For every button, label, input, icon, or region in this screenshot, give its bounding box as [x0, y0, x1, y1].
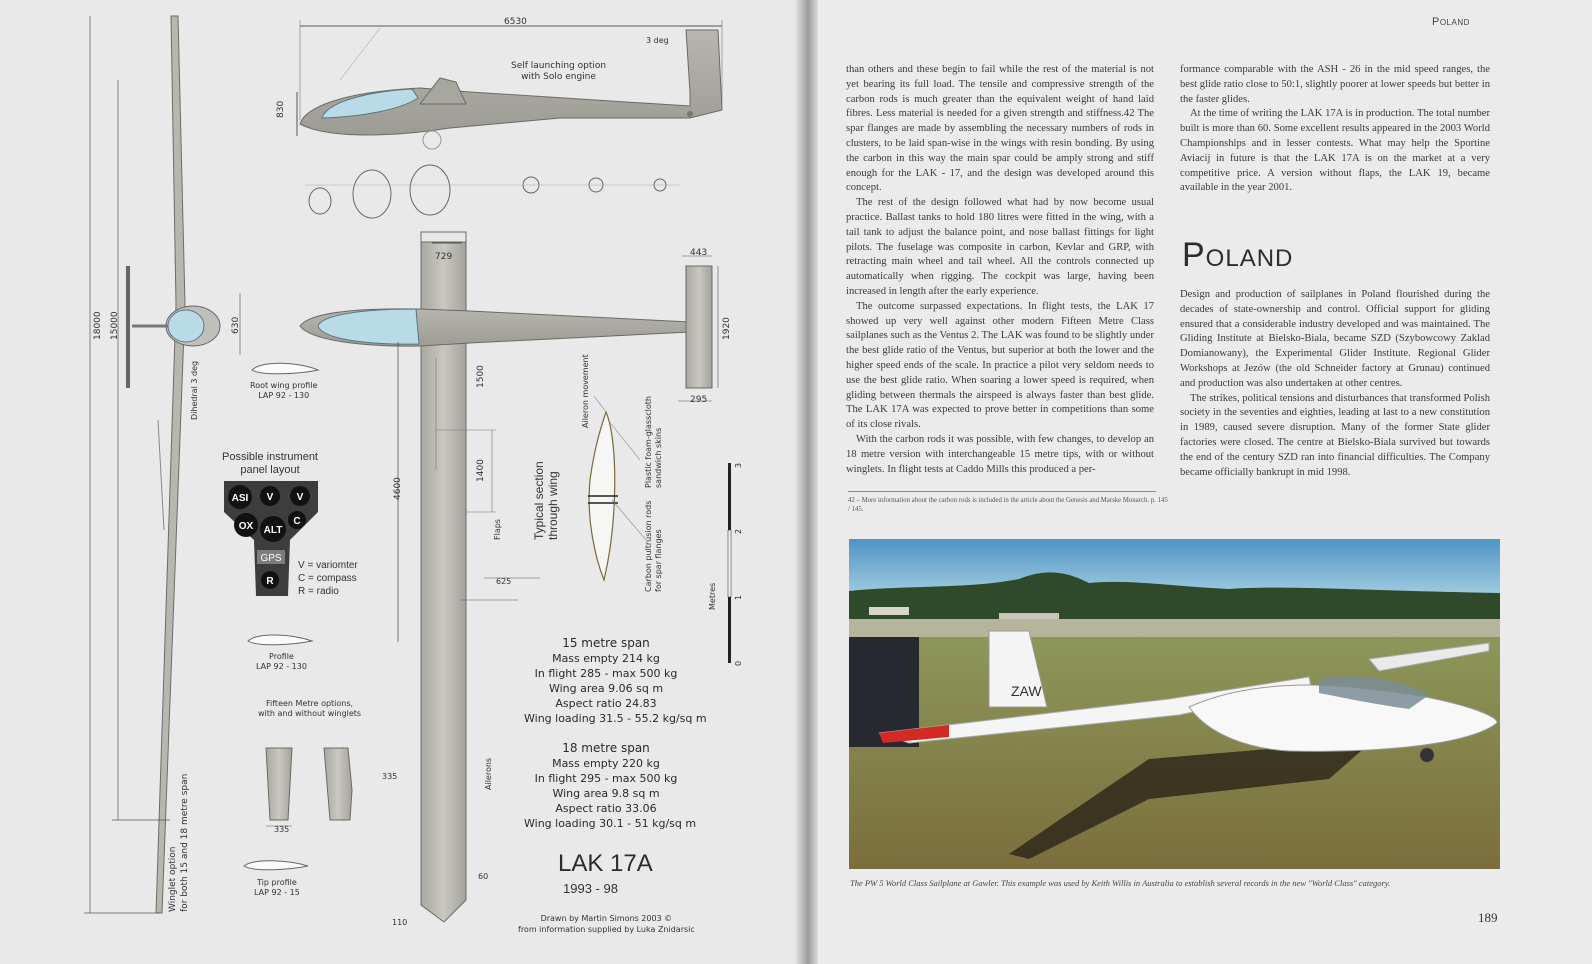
instrument-alt: ALT — [263, 525, 283, 536]
instrument-v1: V — [266, 492, 274, 503]
panel-legend: V = variomter C = compass R = radio — [298, 560, 358, 597]
dim-630: 630 — [231, 316, 241, 334]
sailplane-photo — [849, 539, 1500, 869]
dim-1920: 1920 — [722, 317, 732, 340]
dim-tail-angle: 3 deg — [646, 36, 669, 45]
column-2-bottom: Design and production of sailplanes in Poland flourished during the decades of state-ownership and control. Official support for gliding ensured that a considerable industry developed and was maintained. The Gliding Institute at Bielsko-Biala, became SZD (Szybowcowy Zaklad Domianowany), the Experimental Glider Institute. Regional Glider Workshops at Jezów (the old Schneider factory at Grunau) continued and production was also undertaken at other centres. The strikes, political tensions and disturbances that transformed Polish society in the seventies and eighties, leading at last to a new constitution in 1989, caused severe disruption. Many of the former State glider factories were closed. The centre at Bielsko-Biala survived but towards the end of the century SZD ran into financial difficulties. The Company became officially bankrupt in mid 1998. — [1180, 289, 1490, 478]
instrument-compass: C — [293, 516, 301, 527]
running-head: Poland — [1432, 16, 1470, 28]
footnote-rule — [848, 491, 1156, 492]
dihedral-note: Dihedral 3 deg — [190, 360, 199, 420]
panel-title: Possible instrument panel layout — [222, 451, 318, 476]
root-profile-label: Root wing profile LAP 92 - 130 — [250, 381, 318, 400]
typical-section-label: Typical section through wing — [532, 461, 560, 540]
section-heading: Poland — [1182, 236, 1294, 274]
dim-tail-height: 830 — [276, 100, 286, 118]
dim-335-base: 335 — [274, 825, 290, 834]
spec-15m: 15 metre span Mass empty 214 kg In flight 285 - max 500 kg Wing area 9.06 sq m Aspect ratio 24.83 Wing loading 31.5 - 55.2 kg/sq m — [524, 636, 707, 725]
dim-1400: 1400 — [476, 459, 486, 482]
dim-tip-chord-2: 60 — [478, 872, 489, 881]
dim-295: 295 — [690, 395, 708, 405]
ailerons-label: Ailerons — [484, 757, 493, 790]
foam-skins-label: Plastic foam-glasscloth sandwich skins — [644, 396, 663, 488]
page-number: 189 — [1478, 910, 1498, 925]
dim-4600: 4600 — [393, 477, 403, 500]
column-1: than others and these begin to fail while the rest of the material is not yet bearing its full load. The tensile and compressive strength of the carbon rods is much greater than the equivalent weight of hand laid fibres. Less material is needed for a given strength and stiffness.42 The spar flanges are made by assembling the necessary numbers of rods in clusters, to be laid span-wise in the wings with resin bonding. By using the carbon in this way the main spar could be amply strong and stiff enough for the LAK - 17, and the design was developed around this concept. The rest of the design followed what had by now become usual practice. Ballast tanks to hold 180 litres were fitted in the wing, with a tail tank to adjust the balance point, and nose ballast fittings for light pilots. The fuselage was composite in carbon, Kevlar and GRP, with retracting main wheel and tail wheel. All the controls connected up automatically when rigging. The cockpit was large, having been increased in length after the early experience. The outcome surpassed expectations. In flight tests, the LAK 17 showed up very well against other modern Fifteen Metre Class sailplanes such as the Ventus 2. The LAK was found to be slightly under the best glide ratio of the Ventus, but superior at both the lower and the higher speed ends of the scale. In practice a pilot very seldom needs to use the best glide ratio. When soaring a lower speed is required, when gliding between thermals the airspeed is always faster than best glide. The LAK 17A was expected to prove better in competitions than some of its close rivals. With the carbon rods it was possible, with few changes, to develop an 18 metre version with interchangeable 15 metre tips, with or without winglets. In flight tests at Caddo Mills this produced a per- — [846, 64, 1154, 475]
scale-tick-0: 0 — [734, 660, 743, 666]
scale-tick-3: 3 — [734, 462, 743, 468]
scale-tick-2: 2 — [734, 528, 743, 534]
aileron-movement-label: Aileron movement — [581, 354, 590, 428]
dim-span-15: 15000 — [110, 311, 120, 340]
dim-625: 625 — [496, 577, 512, 586]
tip-profile-label: Tip profile LAP 92 - 15 — [254, 878, 300, 897]
dim-443: 443 — [690, 248, 708, 258]
flaps-label: Flaps — [493, 519, 502, 540]
dim-span-18: 18000 — [93, 311, 103, 340]
dim-fuselage-length: 6530 — [504, 17, 527, 27]
footnote: 42 – More information about the carbon rods is included in the article about the Genesis and Marske Monarch. p. 145 / 145. — [848, 497, 1168, 513]
drawing-credit: Drawn by Martin Simons 2003 © from information supplied by Luka Znidarsic — [518, 914, 695, 934]
photo-caption: The PW 5 World Class Sailplane at Gawler. This example was used by Keith Willis in Australia to establish several records in the new "World Class" category. — [850, 878, 1391, 888]
winglet-option-note: Winglet option for both 15 and 18 metre span — [168, 773, 190, 912]
instrument-radio: R — [266, 576, 274, 587]
drawing-years: 1993 - 98 — [563, 881, 618, 896]
column-2-top: formance comparable with the ASH - 26 in the mid speed ranges, the best glide ratio close to 50:1, slightly poorer at lower speeds but better in the faster glides. At the time of writing the LAK 17A is in production. The total number built is more than 60. Some excellent results appeared in the 2003 World Championships and in lesser contests. What may help the Sportine Aviacij in future is that the LAK 17A is on the market at a very competitive price. A version without flaps, the LAK 19, became available in the year 2001. — [1180, 64, 1490, 194]
dim-729: 729 — [435, 252, 453, 262]
dim-tip-chord: 110 — [392, 918, 408, 927]
instrument-asi: ASI — [231, 493, 249, 504]
self-launch-note: Self launching option with Solo engine — [511, 61, 607, 82]
instrument-ox: OX — [238, 521, 254, 532]
instrument-gps: GPS — [260, 553, 282, 564]
photo-tail-code: ZAW — [1011, 683, 1042, 699]
instrument-v2: V — [296, 492, 304, 503]
scale-tick-1: 1 — [734, 594, 743, 600]
carbon-rods-label: Carbon pultrusion rods for spar flanges — [644, 500, 663, 592]
profile-label: Profile LAP 92 - 130 — [256, 652, 307, 671]
metres-label: Metres — [708, 582, 717, 610]
dim-335-winglet: 335 — [382, 772, 398, 781]
spec-18m: 18 metre span Mass empty 220 kg In flight 295 - max 500 kg Wing area 9.8 sq m Aspect ratio 33.06 Wing loading 30.1 - 51 kg/sq m — [524, 741, 697, 830]
fifteen-metre-options: Fifteen Metre options, with and without winglets — [258, 699, 362, 718]
drawing-title: LAK 17A — [558, 850, 653, 877]
dim-1500: 1500 — [476, 365, 486, 388]
